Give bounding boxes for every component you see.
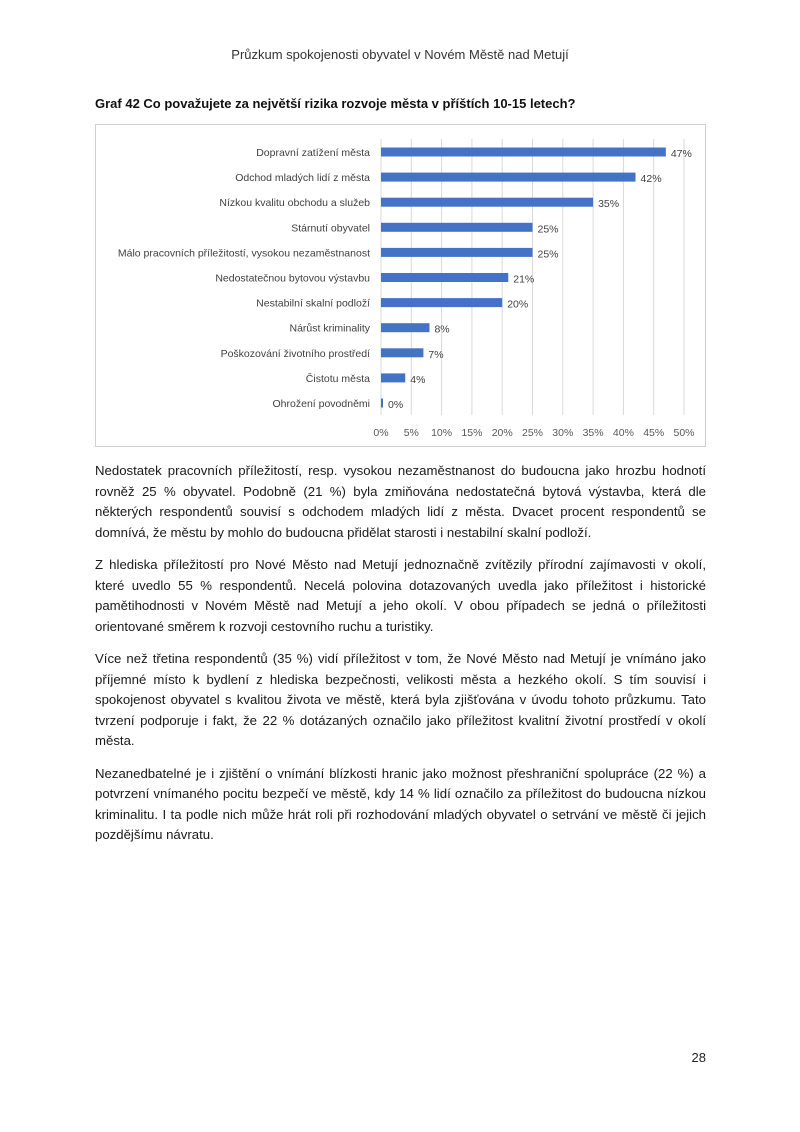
paragraph: Více než třetina respondentů (35 %) vidí příležitost v tom, že Nové Město nad Metují je vnímáno jako příjemné místo k bydlení z hlediska bezpečnosti, velikosti města a hezkého okolí. S tím souvisí i spokojenost obyvatel s kvalitou života ve městě, která byla zjišťována v úvodu tohoto průzkumu. Tato tvrzení podporuje i fakt, že 22 % dotázaných označilo jako příležitost kvalitní životní prostředí v okolí města. bbox=[95, 651, 706, 748]
paragraph: Nedostatek pracovních příležitostí, resp. vysokou nezaměstnanost do budoucna jako hrozbu hodnotí rovněž 25 % obyvatel. Podobně (21 %) byla zmiňována nedostatečná bytová výstavba, která dle některých respondentů souvisí s odchodem mladých lidí z města. Dvacet procent respondentů se domnívá, že městu by mohlo do budoucna přidělat starosti i nestabilní skalní podloží. bbox=[95, 463, 706, 540]
x-tick-label: 30% bbox=[552, 427, 574, 439]
data-label: 7% bbox=[428, 348, 444, 361]
x-tick-label: 0% bbox=[373, 427, 389, 439]
x-tick-label: 40% bbox=[612, 427, 634, 439]
bar bbox=[381, 373, 405, 382]
body-text bbox=[95, 461, 706, 858]
category-label: Poškozování životního prostředí bbox=[220, 347, 370, 360]
category-label: Nestabilní skalní podloží bbox=[256, 297, 370, 310]
category-label: Málo pracovních příležitostí, vysokou nezaměstnanost bbox=[117, 247, 370, 260]
bar bbox=[381, 298, 502, 307]
category-label: Dopravní zatížení města bbox=[256, 147, 370, 159]
paragraph: Nezanedbatelné je i zjištění o vnímání blízkosti hranic jako možnost přeshraniční spolupráce (22 %) a potvrzení vnímaného pocitu bezpečí ve městě, kdy 14 % lidí označilo za příležitost do budoucna nízkou kriminalitu. I ta podle nich může hrát roli při rozhodování mladých obyvatel o setrvání ve městě či jejich pozdějšímu návratu. bbox=[95, 765, 706, 842]
data-label: 4% bbox=[410, 373, 426, 386]
figure-caption: Graf 42 Co považujete za největší rizika rozvoje města v příštích 10-15 letech? bbox=[95, 96, 576, 111]
category-label: Stárnutí obyvatel bbox=[291, 222, 370, 235]
data-label: 8% bbox=[434, 323, 450, 336]
data-label: 42% bbox=[640, 173, 662, 186]
category-label: Nedostatečnou bytovou výstavbu bbox=[215, 272, 370, 285]
category-label: Ohrožení povodněmi bbox=[272, 398, 370, 410]
x-tick-label: 25% bbox=[521, 427, 544, 439]
bar-chart bbox=[96, 125, 707, 448]
data-label: 47% bbox=[670, 148, 692, 160]
bar bbox=[381, 173, 636, 182]
paragraph: Z hlediska příležitostí pro Nové Město nad Metují jednoznačně zvítězily přírodní zajímavosti v okolí, které uvedlo 55 % respondentů. Necelá polovina dotazovaných uvedla jako příležitost i historické pamětihodnosti v Novém Městě nad Metují a jeho okolí. V obou případech se jedná o příležitosti orientované směrem k rozvoji cestovního ruchu a turistiky. bbox=[95, 557, 706, 634]
category-label: Odchod mladých lidí z města bbox=[235, 172, 370, 185]
data-label: 25% bbox=[537, 223, 559, 236]
running-header: Průzkum spokojenosti obyvatel v Novém Městě nad Metují bbox=[231, 47, 569, 62]
data-label: 20% bbox=[507, 298, 529, 311]
data-label: 21% bbox=[513, 273, 535, 286]
data-label: 25% bbox=[537, 248, 559, 261]
bar bbox=[381, 248, 533, 257]
bar bbox=[381, 223, 533, 232]
chart-frame bbox=[95, 124, 706, 447]
category-label: Čistotu města bbox=[305, 372, 370, 385]
x-tick-label: 15% bbox=[461, 427, 483, 439]
category-label: Nárůst kriminality bbox=[289, 322, 370, 335]
bar bbox=[381, 198, 593, 207]
category-label: Nízkou kvalitu obchodu a služeb bbox=[219, 197, 370, 210]
bar bbox=[381, 273, 508, 282]
bar bbox=[381, 348, 423, 357]
x-tick-label: 50% bbox=[673, 427, 695, 439]
x-tick-label: 45% bbox=[643, 427, 665, 439]
data-label: 0% bbox=[388, 399, 404, 411]
data-label: 35% bbox=[598, 198, 620, 211]
page-number: 28 bbox=[691, 1050, 706, 1065]
x-tick-label: 5% bbox=[403, 427, 419, 439]
x-tick-label: 10% bbox=[431, 427, 453, 439]
bar bbox=[381, 148, 666, 157]
x-tick-label: 35% bbox=[582, 427, 604, 439]
bar bbox=[381, 399, 383, 408]
bar bbox=[381, 323, 429, 332]
x-tick-label: 20% bbox=[491, 427, 513, 439]
